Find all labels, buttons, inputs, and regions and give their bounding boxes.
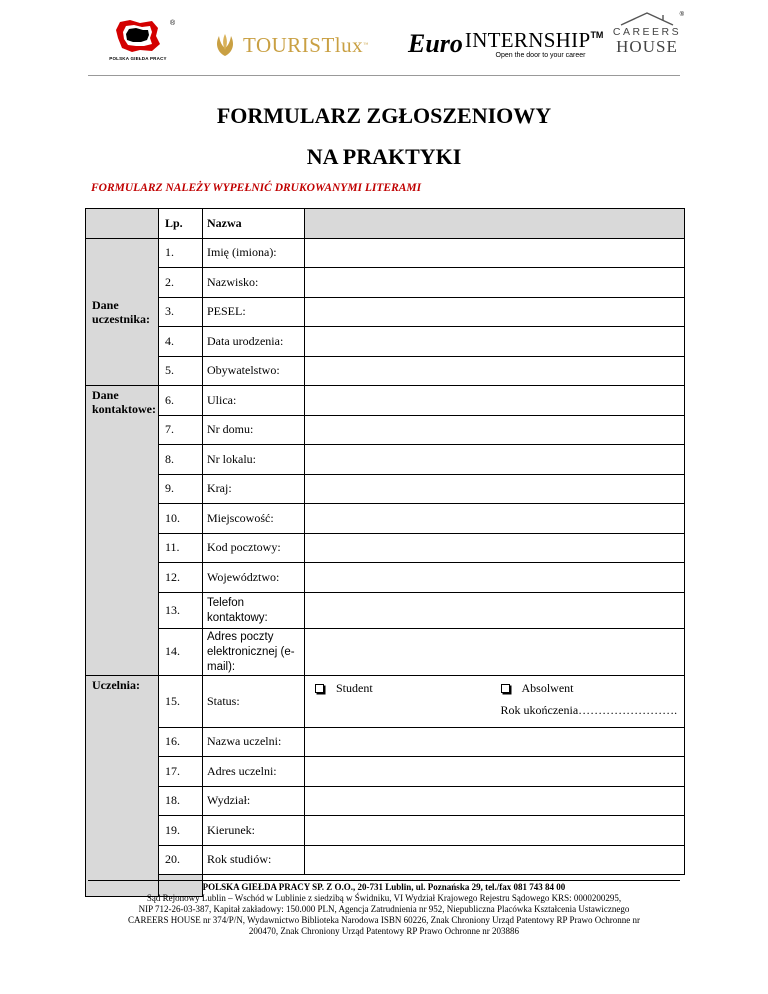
table-row: [86, 386, 685, 416]
header-lp: Lp.: [159, 209, 203, 239]
university-address-field[interactable]: [305, 757, 685, 787]
poland-map-icon: [112, 18, 164, 54]
table-row: [86, 327, 685, 357]
footer: [60, 882, 708, 937]
table-row: [86, 675, 685, 727]
status-absolwent-cell: [495, 675, 685, 727]
table-row: [86, 297, 685, 327]
row-label: Kod pocztowy:: [203, 533, 305, 563]
row-num: 2.: [159, 268, 203, 298]
row-label: Ulica:: [203, 386, 305, 416]
row-label: Województwo:: [203, 563, 305, 593]
row-label: Wydział:: [203, 786, 305, 816]
status-student-option[interactable]: [315, 681, 373, 696]
footer-divider: [88, 880, 680, 881]
eurointernship-logo: [408, 26, 603, 62]
table-row: [86, 786, 685, 816]
table-row: [86, 727, 685, 757]
header-divider: [88, 75, 680, 76]
header-empty-cell: [86, 209, 159, 239]
application-form-table: [85, 208, 685, 897]
row-label: Imię (imiona):: [203, 238, 305, 268]
touristlux-logo: [213, 30, 368, 60]
row-label: Nazwa uczelni:: [203, 727, 305, 757]
footer-line: 200470, Znak Chroniony Urząd Patentowy RP Prawo Ochronne nr 203886: [248, 926, 520, 936]
footer-line: NIP 712-26-03-387, Kapitał zakładowy: 150.000 PLN, Agencja Zatrudnienia nr 952, Niepubliczna Placówka Kształcenia Ustawicznego: [138, 904, 630, 914]
row-num: 8.: [159, 445, 203, 475]
student-checkbox[interactable]: [315, 684, 324, 693]
row-label: Nr lokalu:: [203, 445, 305, 475]
faculty-field[interactable]: [305, 786, 685, 816]
row-label: Obywatelstwo:: [203, 356, 305, 386]
header-value-cell: [305, 209, 685, 239]
row-label: PESEL:: [203, 297, 305, 327]
section-contact-label: Dane kontaktowe:: [92, 388, 157, 416]
table-row: [86, 474, 685, 504]
section-participant-label: Dane uczestnika:: [92, 297, 150, 326]
footer-line: CAREERS HOUSE nr 374/P/N, Wydawnictwo Biblioteka Narodowa ISBN 60226, Znak Chroniony Urząd Patentowy RP Prawo Ochronne nr: [128, 915, 640, 925]
section-university: [86, 675, 159, 897]
table-row: [86, 592, 685, 628]
row-label: Adres uczelni:: [203, 757, 305, 787]
row-label: Kierunek:: [203, 816, 305, 846]
row-num: 19.: [159, 816, 203, 846]
row-num: 3.: [159, 297, 203, 327]
row-num: 18.: [159, 786, 203, 816]
euro-text: Euro: [408, 29, 463, 58]
row-num: 4.: [159, 327, 203, 357]
form-title: FORMULARZ ZGŁOSZENIOWY: [216, 103, 552, 128]
table-row: [86, 445, 685, 475]
table-row: [86, 238, 685, 268]
table-row: [86, 757, 685, 787]
table-header-row: [86, 209, 685, 239]
row-num: 5.: [159, 356, 203, 386]
internship-tagline: Open the door to your career: [495, 51, 586, 59]
pgp-logo: [98, 18, 178, 68]
apartment-number-field[interactable]: [305, 445, 685, 475]
table-row: [86, 268, 685, 298]
absolwent-checkbox[interactable]: [501, 684, 510, 693]
footer-company: POLSKA GIEŁDA PRACY SP. Z O.O., 20-731 Lublin, ul. Poznańska 29, tel./fax 081 743 84 00: [202, 882, 566, 892]
university-name-field[interactable]: [305, 727, 685, 757]
table-row: [86, 504, 685, 534]
street-field[interactable]: [305, 386, 685, 416]
careers-house-registered-mark: ®: [679, 12, 684, 18]
country-field[interactable]: [305, 474, 685, 504]
header-logos: [88, 12, 684, 72]
row-label: Nazwisko:: [203, 268, 305, 298]
laurel-icon: [213, 32, 237, 58]
status-absolwent-option[interactable]: [501, 681, 574, 696]
absolwent-label: Absolwent: [521, 680, 574, 695]
row-num: 17.: [159, 757, 203, 787]
row-label: Miejscowość:: [203, 504, 305, 534]
table-row: [86, 845, 685, 875]
house-number-field[interactable]: [305, 415, 685, 445]
touristlux-tm: ™: [363, 42, 369, 48]
row-label: Kraj:: [203, 474, 305, 504]
row-num: 16.: [159, 727, 203, 757]
email-field[interactable]: [305, 628, 685, 675]
last-name-field[interactable]: [305, 268, 685, 298]
row-label: Adres poczty elektronicznej (e-mail):: [207, 631, 295, 673]
table-row: [86, 563, 685, 593]
row-num: 10.: [159, 504, 203, 534]
table-row: [86, 628, 685, 675]
status-student-cell: [305, 675, 495, 727]
phone-field[interactable]: [305, 592, 685, 628]
postal-code-field[interactable]: [305, 533, 685, 563]
touristlux-text: TOURISTlux: [243, 32, 364, 57]
row-num: 1.: [159, 238, 203, 268]
header-name: Nazwa: [203, 209, 305, 239]
table-row: [86, 533, 685, 563]
row-label: Telefon kontaktowy:: [207, 597, 268, 624]
row-num: 15.: [159, 675, 203, 727]
row-num: 11.: [159, 533, 203, 563]
house-text: HOUSE: [616, 37, 678, 56]
row-label: Nr domu:: [203, 415, 305, 445]
table-row: [86, 415, 685, 445]
row-label: Data urodzenia:: [203, 327, 305, 357]
house-roof-icon: [619, 12, 675, 26]
city-field[interactable]: [305, 504, 685, 534]
row-num: 7.: [159, 415, 203, 445]
row-num: 20.: [159, 845, 203, 875]
row-num: 13.: [159, 592, 203, 628]
graduation-year-field[interactable]: Rok ukończenia…………………….: [500, 702, 678, 717]
section-contact: [86, 386, 159, 676]
row-label: Rok studiów:: [203, 845, 305, 875]
pgp-registered-mark: ®: [170, 20, 176, 27]
row-num: 14.: [159, 628, 203, 675]
section-university-label: Uczelnia:: [92, 677, 140, 692]
form-instruction: FORMULARZ NALEŻY WYPEŁNIĆ DRUKOWANYMI LITERAMI: [91, 182, 422, 194]
pesel-field[interactable]: [305, 297, 685, 327]
footer-line: Sąd Rejonowy Lublin – Wschód w Lublinie z siedzibą w Świdniku, VI Wydział Krajowego Rejestru Sądowego KRS: 0000200295,: [146, 893, 622, 903]
form-subtitle: NA PRAKTYKI: [306, 144, 462, 169]
row-num: 9.: [159, 474, 203, 504]
study-year-field[interactable]: [305, 845, 685, 875]
table-row: [86, 816, 685, 846]
birth-date-field[interactable]: [305, 327, 685, 357]
row-label: Status:: [203, 675, 305, 727]
careers-house-logo: [612, 12, 684, 68]
pgp-logo-text: POLSKA GIEŁDA PRACY: [109, 56, 167, 61]
student-label: Student: [336, 680, 373, 695]
section-participant: [86, 238, 159, 386]
internship-tm: TM: [590, 29, 604, 40]
internship-text: INTERNSHIP: [464, 27, 591, 52]
citizenship-field[interactable]: [305, 356, 685, 386]
row-num: 6.: [159, 386, 203, 416]
careers-text: CAREERS: [612, 26, 682, 38]
major-field[interactable]: [305, 816, 685, 846]
first-name-field[interactable]: [305, 238, 685, 268]
row-num: 12.: [159, 563, 203, 593]
table-row: [86, 356, 685, 386]
voivodeship-field[interactable]: [305, 563, 685, 593]
